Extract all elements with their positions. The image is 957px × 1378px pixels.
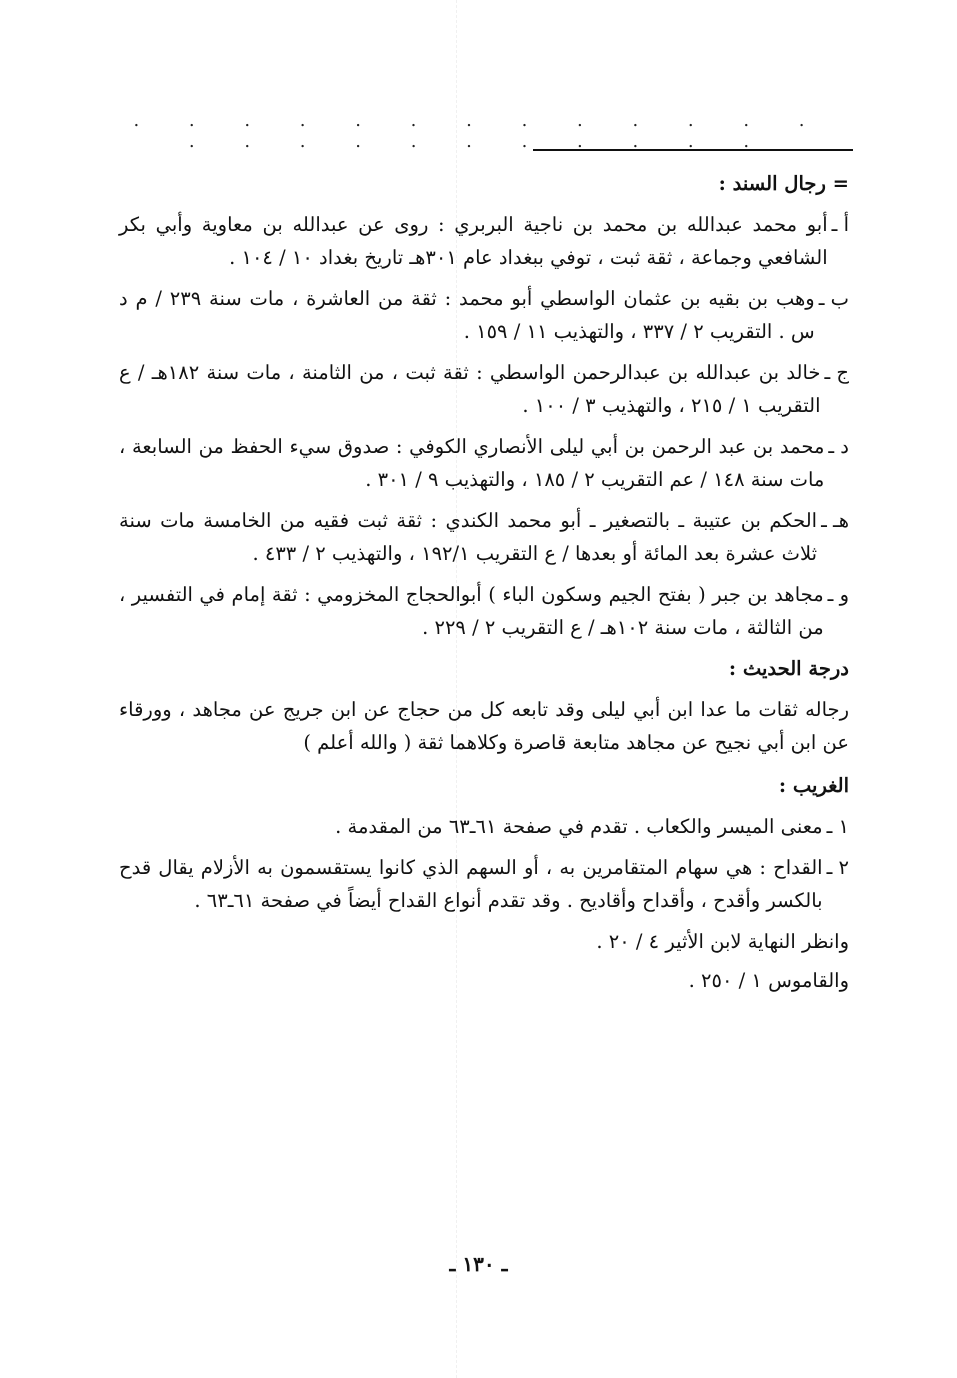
- grade-heading: درجة الحديث :: [728, 657, 849, 680]
- reference-line: والقاموس ١ / ٢٥٠ .: [688, 969, 849, 992]
- entry-text: الحكم بن عتيبة ـ بالتصغير ـ أبو محمد الكندي : ثقة ثبت فقيه من الخامسة مات سنة ثلاث عشرة بعد المائة أو بعدها / ع التقريب ١٩٢/١ ، والتهذيب ٢ / ٤٣٣ .: [119, 509, 818, 565]
- entry-marker: ج ـ: [824, 361, 849, 384]
- gharib-list: [119, 810, 849, 917]
- entry-marker: ب ـ: [818, 287, 849, 310]
- entry-text: مجاهد بن جبر ( بفتح الجيم وسكون الباء ) أبوالحجاج المخزومي : ثقة إمام في التفسير ، من الثالثة ، مات سنة ١٠٢هـ / ع التقريب ٢ / ٢٢٩ .: [119, 583, 824, 639]
- narrator-entry: [119, 208, 849, 274]
- entry-text: معنى الميسر والكعاب . تقدم في صفحة ٦١ـ٦٣ من المقدمة .: [335, 815, 823, 838]
- page-number: ـ ١٣٠ ـ: [449, 1252, 508, 1276]
- entry-marker: و ـ: [827, 583, 849, 606]
- entry-text: محمد بن عبد الرحمن بن أبي ليلى الأنصاري الكوفي : صدوق سيء الحفظ من السابعة ، مات سنة ١٤٨ / عم التقريب ٢ / ١٨٥ ، والتهذيب ٩ / ٣٠١ .: [119, 435, 825, 491]
- entry-marker: ٢ ـ: [826, 856, 849, 879]
- narrator-entry: [119, 282, 849, 348]
- entry-marker: هـ ـ: [821, 509, 849, 532]
- narrator-entry: [119, 430, 849, 496]
- page-content: [119, 165, 849, 1003]
- reference-line: وانظر النهاية لابن الأثير ٤ / ٢٠ .: [596, 930, 849, 953]
- narrator-entry: [119, 578, 849, 644]
- gharib-entry: [119, 851, 849, 917]
- entry-text: خالد بن عبدالله بن عبدالرحمن الواسطي : ثقة ثبت ، من الثامنة ، مات سنة ١٨٢هـ / ع التقريب ١ / ٢١٥ ، والتهذيب ٣ / ١٠٠ .: [119, 361, 821, 417]
- narrator-entry: [119, 356, 849, 422]
- narrators-list: [119, 208, 849, 644]
- narrator-entry: [119, 504, 849, 570]
- entry-marker: ١ ـ: [826, 815, 849, 838]
- entry-text: أبو محمد عبدالله بن محمد بن ناجية البربري : روى عن عبدالله بن معاوية وأبي بكر الشافعي وجماعة ، ثقة ثبت ، توفي ببغداد عام ٣٠١هـ تاريخ بغداد ١٠ / ١٠٤ .: [119, 213, 828, 269]
- entry-text: وهب بن بقيه بن عثمان الواسطي أبو محمد : ثقة من العاشرة ، مات سنة ٢٣٩ / م د س . التقريب ٢ / ٣٣٧ ، والتهذيب ١١ / ١٥٩ .: [119, 287, 815, 343]
- sanad-heading: = رجال السند :: [718, 172, 849, 195]
- entry-marker: أ ـ: [831, 213, 849, 236]
- footnote-dots: . . . . . . . . . . . . . . . . . . . . . . . .: [133, 110, 827, 152]
- gharib-heading: الغريب :: [778, 774, 849, 797]
- gharib-entry: [119, 810, 849, 843]
- header-rule: [533, 149, 853, 151]
- entry-marker: د ـ: [828, 435, 849, 458]
- entry-text: القداح : هي سهام المتقامرين به ، أو السهم الذي كانوا يستقسمون به الأزلام يقال قدح بالكسر وأقدح ، وأقداح وأقاديح . وقد تقدم أنواع القداح أيضاً في صفحة ٦١ـ٦٣ .: [119, 856, 823, 912]
- grade-paragraph: رجاله ثقات ما عدا ابن أبي ليلى وقد تابعه كل من حجاج عن ابن جريج عن مجاهد ، وورقاء عن ابن أبي نجيح عن مجاهد متابعة قاصرة وكلاهما ثقة ( والله أعلم ): [119, 698, 849, 754]
